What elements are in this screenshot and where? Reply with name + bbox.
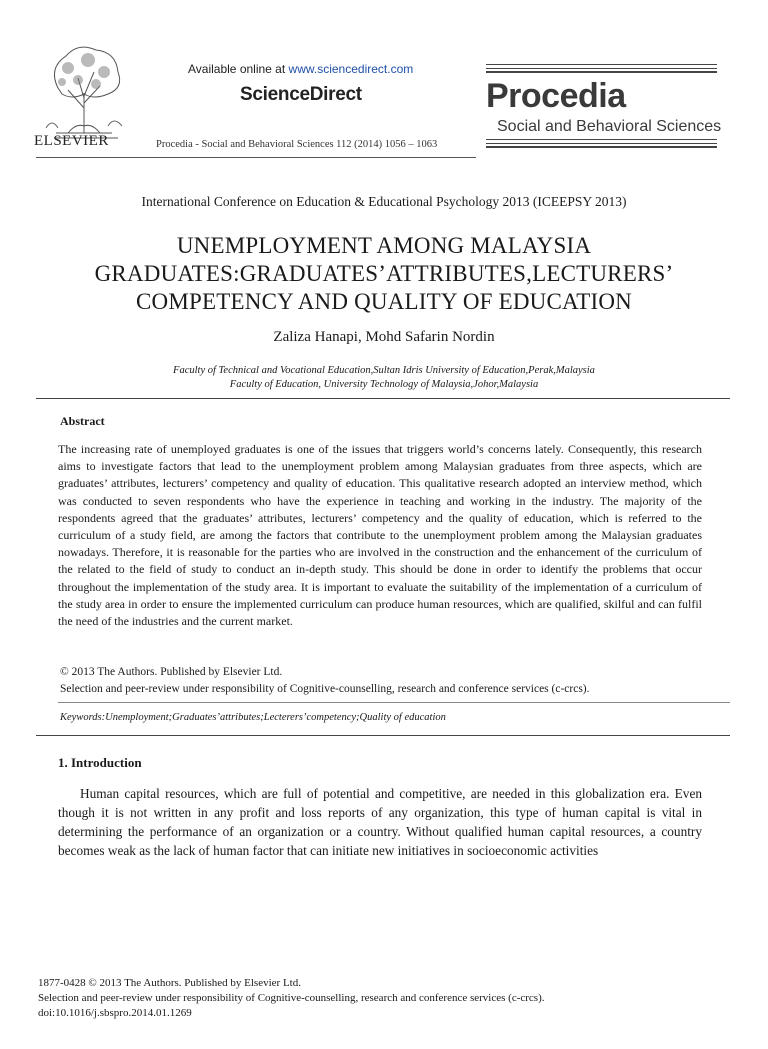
abstract-bottom-rule — [36, 735, 730, 736]
abstract-top-rule — [36, 398, 730, 399]
authors: Zaliza Hanapi, Mohd Safarin Nordin — [273, 329, 495, 345]
footer-issn: 1877-0428 © 2013 The Authors. Published by Elsevier Ltd. — [38, 977, 301, 989]
available-online-label: Available online at — [188, 62, 289, 76]
section-heading-introduction: 1. Introduction — [58, 755, 142, 770]
sciencedirect-link[interactable]: www.sciencedirect.com — [288, 62, 414, 76]
introduction-body: Human capital resources, which are full of potential and competitive, are needed in this globalization era. Even though it is not written in any profit and loss reports of any organization, this type of human capital is vital in determining the performance of an organization or a country. Without qualified human capital resources, a country becomes weak as the lack of human factor that can initiate new initiatives in socioeconomic activities — [58, 786, 702, 858]
affiliation: Faculty of Education, University Technology of Malaysia,Johor,Malaysia — [229, 379, 539, 390]
abstract-body: The increasing rate of unemployed graduates is one of the issues that triggers world’s concerns lately. Consequently, this research aims to investigate factors that lead to the unemployment problem among Malaysian graduates from three aspects, which are graduates’ attributes, lecturers’ competency and quality of education. This qualitative research adopted an interview method, which was conducted to seven respondents who have the experience in teaching and working in the industry. The majority of the respondents agreed that the graduates’ attributes, lecturers’ competency and the quality of education, which is referred to the curriculum of a study field, are among the factors that contribute to the unemployment problem among the Malaysian graduates nowadays. Therefore, it is reasonable for the parties who are involved in the construction and the enhancement of the curriculum of the related to the field of study to conduct an in-depth study. This should be done in order to identify the problems that occur throughout the implementation of the study area. It is important to evaluate the suitability of the implementation of a curriculum of the study area in order to ensure the implemented curriculum can produce human resources, which are qualified, skilful and can fulfil the need of the industries and the current market. — [58, 442, 702, 629]
affiliations — [0, 364, 768, 392]
procedia-top-rules — [486, 64, 717, 75]
footer-peer-review: Selection and peer-review under responsibility of Cognitive-counselling, research and conference services (c-crcs). — [38, 992, 545, 1004]
title-line: COMPETENCY AND QUALITY OF EDUCATION — [136, 289, 632, 314]
title-line: UNEMPLOYMENT AMONG MALAYSIA — [176, 233, 592, 258]
page-footer — [38, 976, 545, 1021]
keywords: Keywords:Unemployment;Graduates’attributes;Lecterers’competency;Quality of education — [60, 712, 446, 723]
available-online — [188, 62, 413, 76]
peer-review-line: Selection and peer-review under responsibility of Cognitive-counselling, research and conference services (c-crcs). — [60, 683, 590, 695]
journal-citation: Procedia - Social and Behavioral Sciences 112 (2014) 1056 – 1063 — [156, 139, 438, 150]
abstract-heading: Abstract — [60, 414, 105, 428]
procedia-title: Procedia — [486, 77, 626, 115]
keywords-rule — [58, 702, 730, 703]
procedia-bottom-rules — [486, 139, 717, 150]
conference-name: International Conference on Education & Educational Psychology 2013 (ICEEPSY 2013) — [141, 194, 627, 209]
copyright-line: © 2013 The Authors. Published by Elsevier Ltd. — [60, 666, 283, 678]
publisher-name: ELSEVIER — [34, 133, 109, 149]
sciencedirect-title: ScienceDirect — [240, 84, 362, 105]
footer-doi: doi:10.1016/j.sbspro.2014.01.1269 — [38, 1007, 192, 1019]
affiliation: Faculty of Technical and Vocational Education,Sultan Idris University of Education,Perak,Malaysia — [173, 365, 595, 376]
paper-title — [60, 232, 708, 316]
title-line: GRADUATES:GRADUATES’ATTRIBUTES,LECTURERS’ — [94, 261, 674, 286]
procedia-subtitle: Social and Behavioral Sciences — [497, 118, 722, 135]
copyright-block — [60, 664, 590, 698]
header-divider — [36, 157, 476, 158]
